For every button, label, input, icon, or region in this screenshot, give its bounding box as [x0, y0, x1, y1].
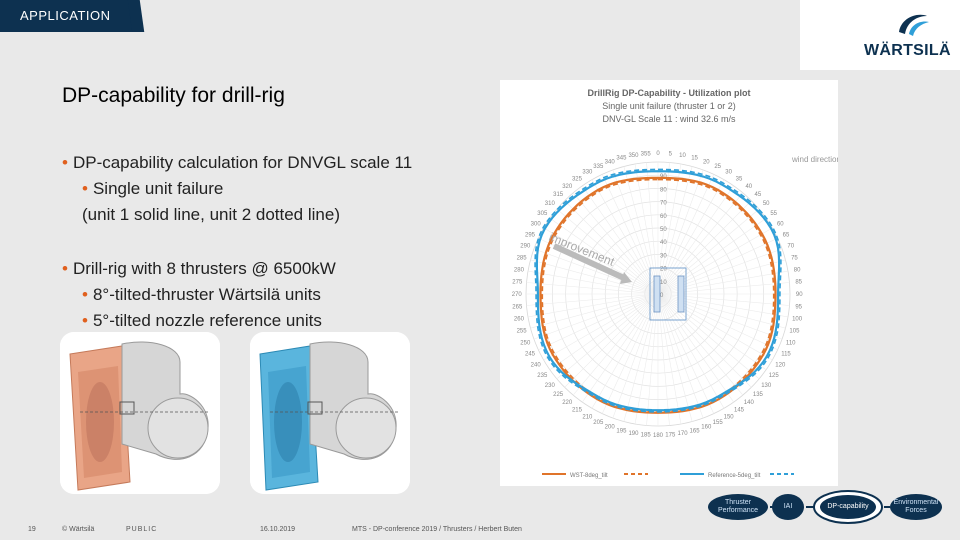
angle-tick-label: 270: [511, 292, 522, 298]
bullet-item: • Single unit failure: [82, 179, 224, 198]
angle-tick-label: 155: [712, 420, 723, 427]
angle-tick-label: 355: [640, 151, 651, 158]
angle-tick-label: 230: [544, 382, 555, 389]
rig-pontoon-left: [654, 276, 660, 312]
flow-label: Thruster Performance: [717, 499, 759, 514]
angle-tick-label: 210: [582, 414, 593, 421]
classification: PUBLIC: [126, 526, 158, 533]
angle-tick-label: 285: [516, 255, 527, 262]
angle-tick-label: 200: [604, 424, 615, 431]
angle-tick-label: 110: [785, 340, 796, 347]
footer-event: MTS - DP-conference 2019 / Thrusters / Herbert Buten: [352, 526, 522, 533]
bullet-item: (unit 1 solid line, unit 2 dotted line): [82, 205, 340, 224]
wartsila-logo-text: WÄRTSILÄ: [864, 42, 951, 59]
angle-tick-label: 265: [512, 304, 523, 311]
grid-spoke: [624, 294, 658, 422]
angle-tick-label: 335: [593, 163, 604, 170]
angle-tick-label: 225: [553, 391, 564, 398]
angle-tick-label: 185: [640, 432, 651, 439]
angle-tick-label: 40: [745, 183, 753, 190]
angle-tick-label: 25: [714, 163, 722, 170]
angle-tick-label: 300: [530, 221, 541, 228]
angle-tick-label: 85: [795, 279, 803, 286]
bullet-icon: •: [62, 259, 68, 278]
radial-tick-label: 10: [660, 279, 667, 286]
angle-tick-label: 80: [793, 267, 801, 274]
angle-tick-label: 350: [628, 152, 639, 159]
flow-label: IAI: [783, 503, 793, 510]
angle-tick-label: 35: [735, 176, 743, 183]
radial-tick-label: 20: [660, 266, 667, 273]
bullet-icon: •: [62, 153, 68, 172]
flow-label: DP-capability: [827, 503, 869, 510]
radial-tick-label: 90: [660, 174, 667, 181]
angle-tick-label: 50: [762, 201, 770, 208]
chart-panel: [500, 80, 838, 486]
bullet-item: • 8°-tilted-thruster Wärtsilä units: [82, 285, 321, 304]
wartsila-logo-mark-icon: [895, 10, 931, 40]
angle-tick-label: 345: [616, 155, 627, 162]
angle-tick-label: 130: [761, 382, 772, 389]
angle-tick-label: 295: [524, 232, 536, 239]
angle-tick-label: 100: [792, 316, 803, 323]
angle-tick-label: 75: [791, 255, 798, 262]
angle-tick-label: 120: [775, 362, 786, 369]
angle-tick-label: 220: [562, 400, 573, 407]
angle-tick-label: 260: [513, 316, 524, 323]
grid-spoke: [530, 294, 658, 328]
grid-spoke: [658, 294, 786, 328]
angle-tick-label: 340: [604, 159, 615, 166]
angle-tick-label: 330: [582, 169, 593, 176]
angle-tick-label: 115: [781, 351, 791, 358]
angle-tick-label: 55: [770, 210, 778, 217]
angle-tick-label: 90: [795, 292, 803, 298]
legend-label-wst: WST-8deg_tilt: [570, 473, 608, 479]
angle-tick-label: 325: [571, 176, 582, 183]
wartsila-thruster-image: [60, 332, 220, 494]
bullet-item: • DP-capability calculation for DNVGL scale 11: [62, 153, 413, 172]
angle-tick-label: 290: [520, 243, 531, 250]
thruster-orange-icon: [60, 332, 220, 494]
legend-label-ref: Reference-5deg_tilt: [708, 473, 761, 479]
angle-tick-label: 215: [571, 407, 582, 414]
angle-tick-label: 310: [544, 201, 555, 208]
thruster-blue-icon: [250, 332, 410, 494]
radial-tick-label: 60: [660, 213, 667, 220]
angle-tick-label: 140: [743, 400, 754, 407]
angle-tick-label: 65: [782, 232, 790, 239]
angle-tick-label: 250: [520, 340, 531, 347]
radial-tick-label: 30: [660, 253, 667, 260]
angle-tick-label: 105: [789, 328, 800, 335]
angle-tick-label: 15: [691, 155, 698, 162]
angle-tick-label: 70: [787, 243, 795, 250]
angle-tick-label: 145: [734, 407, 745, 414]
flow-label: Environmental Forces: [893, 499, 939, 514]
bullet-item: • 5°-tilted nozzle reference units: [82, 311, 322, 330]
angle-tick-label: 280: [513, 267, 524, 274]
angle-tick-label: 195: [616, 428, 627, 435]
grid-spoke: [658, 260, 786, 294]
angle-tick-label: 95: [795, 304, 803, 311]
improvement-label: improvement: [546, 229, 617, 269]
angle-tick-label: 160: [701, 424, 712, 431]
angle-tick-label: 245: [524, 351, 536, 358]
angle-tick-label: 0: [656, 150, 660, 157]
radial-tick-labels: [660, 174, 667, 299]
angle-tick-label: 180: [652, 433, 664, 440]
angle-tick-label: 10: [679, 152, 686, 159]
angle-tick-label: 205: [593, 420, 604, 427]
grid-spoke: [624, 166, 658, 294]
chart-subtitle: Single unit failure (thruster 1 or 2): [602, 101, 736, 111]
angle-tick-label: 255: [516, 328, 527, 335]
chart-subtitle-2: DNV-GL Scale 11 : wind 32.6 m/s: [602, 114, 736, 124]
angle-tick-label: 20: [702, 159, 710, 166]
angle-tick-label: 170: [677, 431, 688, 438]
footer-date: 16.10.2019: [260, 526, 296, 533]
angle-tick-label: 60: [776, 221, 784, 228]
angle-tick-label: 275: [512, 279, 523, 286]
angle-tick-label: 315: [553, 192, 564, 199]
bullet-icon: •: [82, 285, 88, 304]
section-tag: APPLICATION: [0, 0, 138, 32]
radial-tick-label: 0: [660, 293, 664, 299]
radial-tick-label: 70: [660, 200, 667, 207]
reference-thruster-image: [250, 332, 410, 494]
page-title: DP-capability for drill-rig: [62, 84, 285, 107]
radial-tick-label: 80: [660, 187, 667, 194]
bullet-icon: •: [82, 179, 88, 198]
chart-title: DrillRig DP-Capability - Utilization plot: [587, 88, 751, 98]
radial-tick-label: 40: [660, 240, 667, 247]
angle-tick-label: 5: [668, 151, 672, 158]
angle-tick-label: 45: [754, 192, 762, 199]
polar-chart: [500, 80, 838, 486]
angle-tick-label: 240: [530, 362, 541, 369]
angle-tick-label: 150: [723, 414, 734, 421]
angle-tick-label: 235: [537, 373, 548, 380]
angle-tick-label: 165: [689, 428, 700, 435]
rig-pontoon-right: [678, 276, 684, 312]
wind-direction-label: wind direction: [792, 155, 838, 164]
page-number: 19: [28, 526, 36, 533]
angle-tick-label: 30: [725, 169, 732, 176]
angle-tick-label: 305: [537, 210, 548, 217]
angle-tick-label: 125: [768, 373, 779, 380]
bullet-item: • Drill-rig with 8 thrusters @ 6500kW: [62, 259, 336, 278]
bullet-icon: •: [82, 311, 88, 330]
copyright: © Wärtsilä: [62, 526, 95, 533]
grid-spoke: [658, 294, 692, 422]
angle-tick-label: 175: [665, 432, 676, 439]
angle-tick-label: 135: [752, 391, 763, 398]
angle-tick-label: 190: [628, 431, 639, 438]
radial-tick-label: 50: [660, 227, 667, 233]
angle-tick-label: 320: [562, 183, 573, 190]
